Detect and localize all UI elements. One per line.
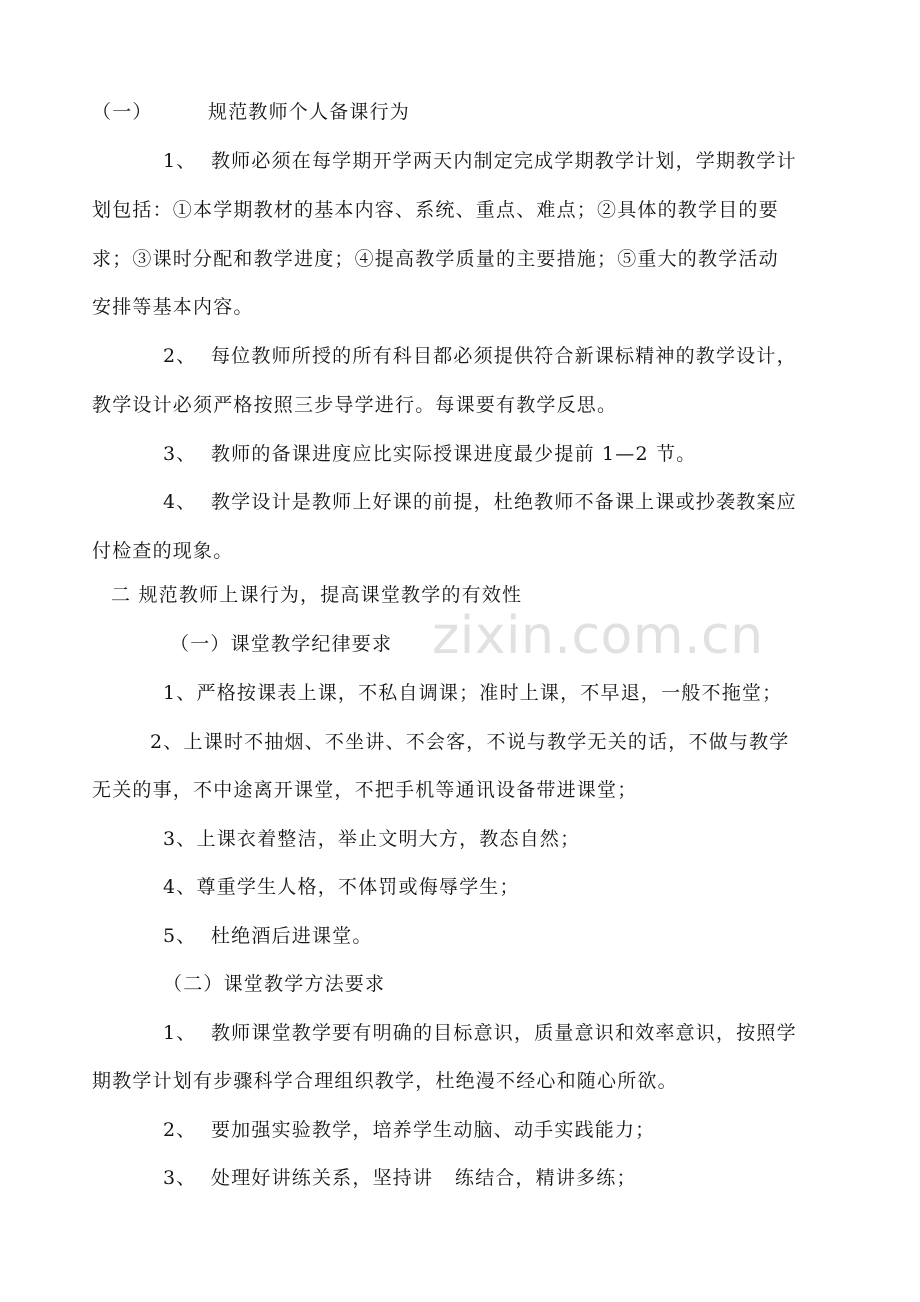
paragraph-4-line-1: 4、 教学设计是教师上好课的前提，杜绝教师不备课上课或抄袭教案应 <box>163 491 797 513</box>
heading-1-title: 规范教师个人备课行为 <box>208 101 411 123</box>
paragraph-4-line-2: 付检查的现象。 <box>92 540 234 562</box>
discipline-item-3: 3、上课衣着整洁，举止文明大方，教态自然； <box>163 828 581 850</box>
method-item-1-line-1: 1、 教师课堂教学要有明确的目标意识，质量意识和效率意识，按照学 <box>163 1022 797 1044</box>
discipline-item-2-line-2: 无关的事，不中途离开课堂，不把手机等通讯设备带进课堂； <box>92 779 638 801</box>
discipline-item-4: 4、尊重学生人格，不体罚或侮辱学生； <box>163 876 520 898</box>
method-item-2: 2、 要加强实验教学，培养学生动脑、动手实践能力； <box>163 1119 656 1141</box>
heading-1-label: （一） <box>92 101 153 123</box>
section-2-heading: 二 规范教师上课行为，提高课堂教学的有效性 <box>111 584 523 606</box>
watermark: zixin.com.cn <box>432 606 764 666</box>
paragraph-3-line-1: 3、 教师的备课进度应比实际授课进度最少提前 1—2 节。 <box>163 443 697 465</box>
discipline-item-1: 1、严格按课表上课，不私自调课；准时上课，不早退，一般不拖堂； <box>163 682 783 704</box>
discipline-item-5: 5、 杜绝酒后进课堂。 <box>163 925 373 947</box>
paragraph-1-line-3: 求；③课时分配和教学进度；④提高教学质量的主要措施；⑤重大的教学活动 <box>92 248 779 270</box>
subsection-1-heading: （一）课堂教学纪律要求 <box>170 633 393 655</box>
method-item-1-line-2: 期教学计划有步骤科学合理组织教学，杜绝漫不经心和随心所欲。 <box>92 1070 678 1092</box>
paragraph-1-line-1: 1、 教师必须在每学期开学两天内制定完成学期教学计划，学期教学计 <box>163 150 797 172</box>
paragraph-2-line-1: 2、 每位教师所授的所有科目都必须提供符合新课标精神的教学设计， <box>163 345 797 367</box>
discipline-item-2-line-1: 2、上课时不抽烟、不坐讲、不会客，不说与教学无关的话，不做与教学 <box>150 731 790 753</box>
method-item-3: 3、 处理好讲练关系，坚持讲 练结合，精讲多练； <box>163 1167 637 1189</box>
paragraph-1-line-2: 划包括：①本学期教材的基本内容、系统、重点、难点；②具体的教学目的要 <box>92 199 779 221</box>
paragraph-1-line-4: 安排等基本内容。 <box>92 296 254 318</box>
subsection-2-heading: （二）课堂教学方法要求 <box>163 973 386 995</box>
paragraph-2-line-2: 教学设计必须严格按照三步导学进行。每课要有教学反思。 <box>92 394 618 416</box>
